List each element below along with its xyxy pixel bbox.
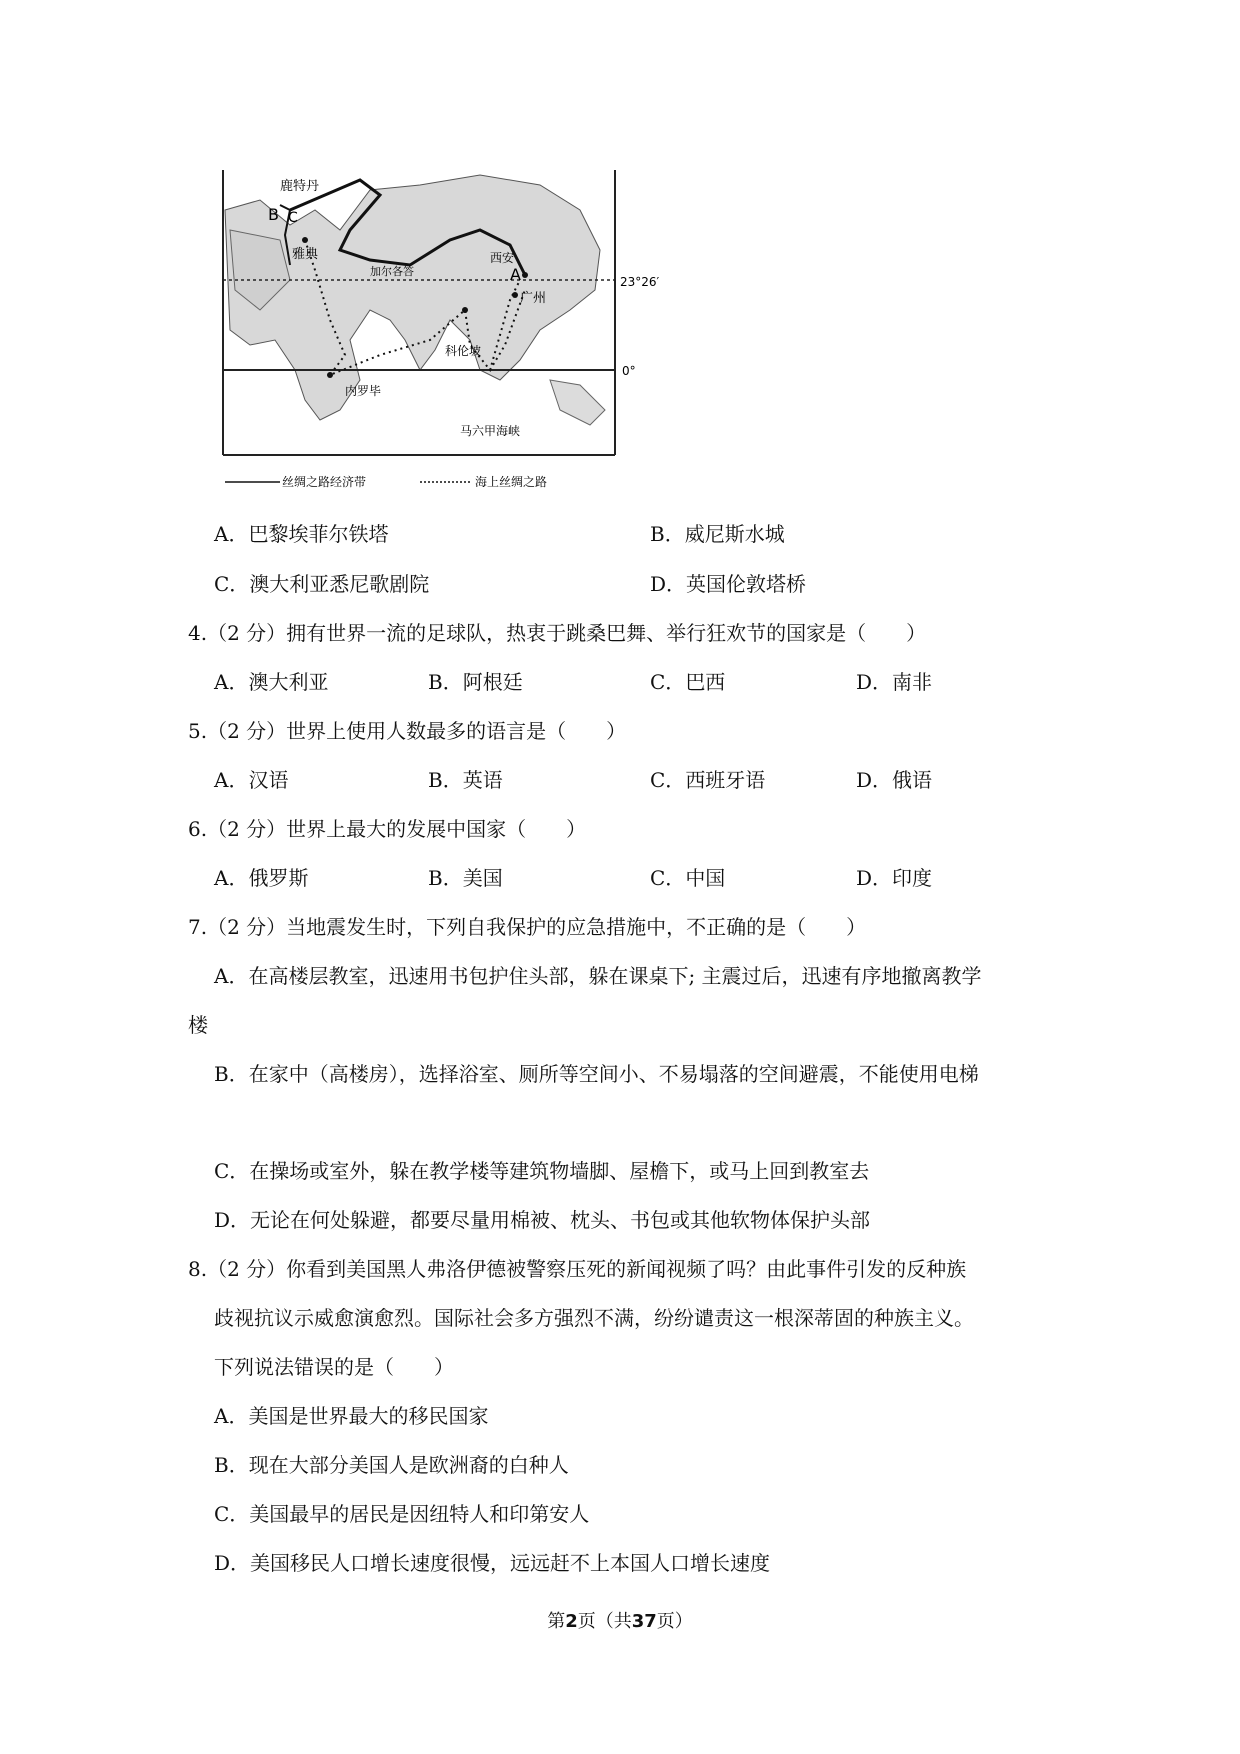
q3-option-d: D．英国伦敦塔桥	[650, 572, 807, 596]
map-label-b: B	[268, 205, 279, 224]
q8-stem-line3: 下列说法错误的是（ ）	[214, 1355, 454, 1379]
q6-option-c: C．中国	[650, 866, 726, 890]
q4-stem: 4.（2 分）拥有世界一流的足球队，热衷于跳桑巴舞、举行狂欢节的国家是（ ）	[188, 621, 927, 645]
page-number: 2	[565, 1611, 578, 1632]
q8-option-b: B．现在大部分美国人是欧洲裔的白种人	[214, 1453, 569, 1477]
q7-option-a-line1: A．在高楼层教室，迅速用书包护住头部，躲在课桌下; 主震过后，迅速有序地撤离教学	[214, 964, 982, 988]
q5-option-a: A．汉语	[214, 768, 289, 792]
q7-option-c: C．在操场或室外，躲在教学楼等建筑物墙脚、屋檐下，或马上回到教室去	[214, 1159, 870, 1183]
map-label-malacca: 马六甲海峡	[460, 424, 521, 438]
q3-option-c: C．澳大利亚悉尼歌剧院	[214, 572, 430, 596]
silk-road-map	[220, 170, 660, 500]
map-label-nairobi: 内罗毕	[345, 384, 382, 398]
q8-stem-line2: 歧视抗议示威愈演愈烈。国际社会多方强烈不满，纷纷谴责这一根深蒂固的种族主义。	[214, 1306, 974, 1330]
map-legend-sea: 海上丝绸之路	[475, 475, 548, 489]
map-label-athens: 雅典	[292, 247, 319, 262]
q7-option-d: D．无论在何处躲避，都要尽量用棉被、枕头、书包或其他软物体保护头部	[214, 1208, 871, 1232]
map-legend-land: 丝绸之路经济带	[282, 475, 367, 489]
map-label-rotterdam: 鹿特丹	[280, 179, 320, 194]
map-label-a: A	[510, 265, 521, 284]
q5-stem: 5.（2 分）世界上使用人数最多的语言是（ ）	[188, 719, 627, 743]
q6-option-d: D．印度	[856, 866, 933, 890]
map-label-guangzhou: 广州	[520, 291, 547, 306]
map-label-colombo: 科伦坡	[445, 344, 482, 358]
map-label-xian: 西安	[490, 251, 515, 265]
q7-option-b: B．在家中（高楼房），选择浴室、厕所等空间小、不易塌落的空间避震，不能使用电梯	[214, 1062, 979, 1086]
q5-option-b: B．英语	[428, 768, 503, 792]
total-pages: 37	[631, 1611, 657, 1632]
q5-option-d: D．俄语	[856, 768, 933, 792]
q8-option-a: A．美国是世界最大的移民国家	[214, 1404, 489, 1428]
q6-option-a: A．俄罗斯	[214, 866, 309, 890]
q4-option-c: C．巴西	[650, 670, 726, 694]
q8-option-d: D．美国移民人口增长速度很慢，远远赶不上本国人口增长速度	[214, 1551, 771, 1575]
map-label-kolkata: 加尔各答	[370, 265, 414, 278]
q3-option-b: B．威尼斯水城	[650, 522, 785, 546]
map-label-c: C	[288, 210, 298, 226]
q7-option-a-line2: 楼	[188, 1013, 208, 1037]
q4-option-b: B．阿根廷	[428, 670, 523, 694]
q4-option-a: A．澳大利亚	[214, 670, 329, 694]
q6-option-b: B．美国	[428, 866, 503, 890]
q7-stem: 7.（2 分）当地震发生时，下列自我保护的应急措施中，不正确的是（ ）	[188, 915, 867, 939]
q4-option-d: D．南非	[856, 670, 933, 694]
q8-option-c: C．美国最早的居民是因纽特人和印第安人	[214, 1502, 590, 1526]
map-label-tropic: 23°26′	[620, 275, 660, 289]
q6-stem: 6.（2 分）世界上最大的发展中国家（ ）	[188, 817, 587, 841]
q8-stem-line1: 8.（2 分）你看到美国黑人弗洛伊德被警察压死的新闻视频了吗？由此事件引发的反种族	[188, 1257, 967, 1281]
page-footer: 第2页（共37页）	[547, 1611, 693, 1632]
map-label-equator: 0°	[622, 364, 636, 378]
q3-option-a: A．巴黎埃菲尔铁塔	[214, 522, 389, 546]
q5-option-c: C．西班牙语	[650, 768, 766, 792]
